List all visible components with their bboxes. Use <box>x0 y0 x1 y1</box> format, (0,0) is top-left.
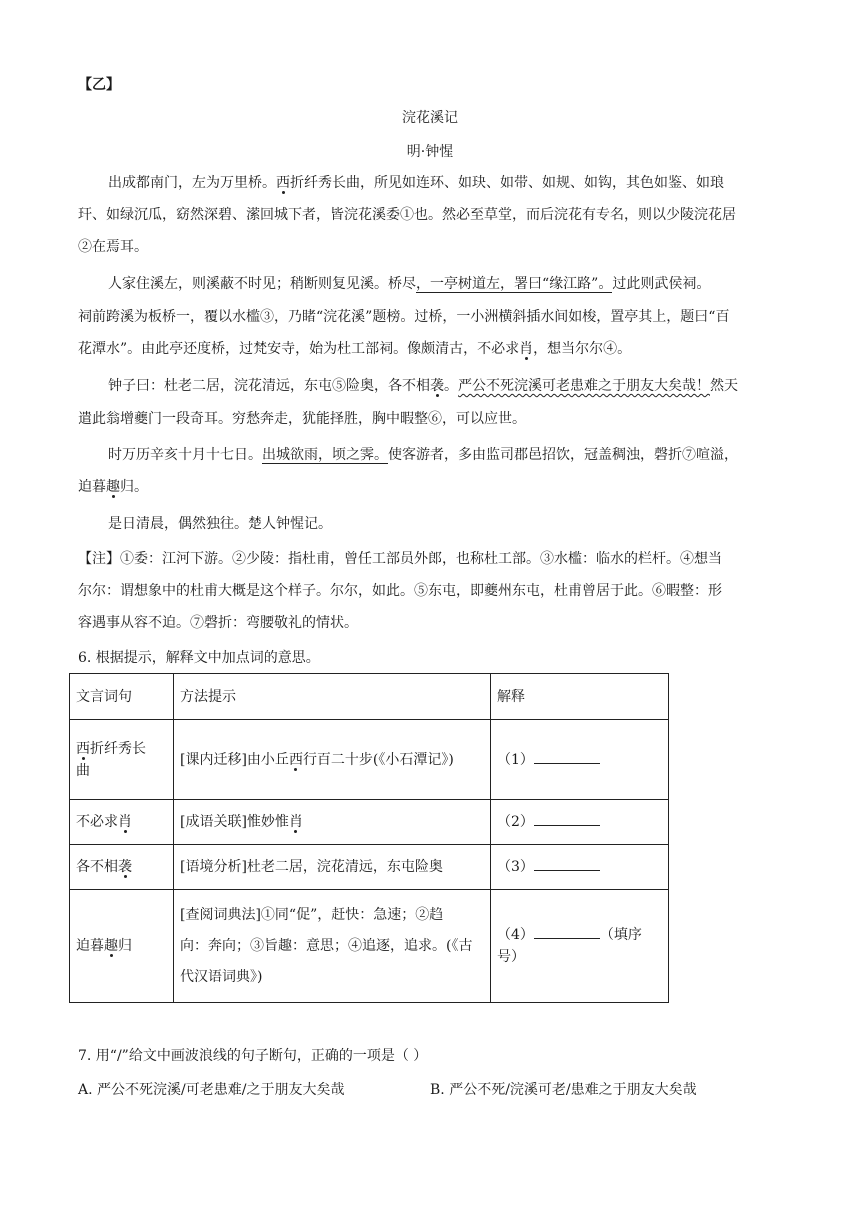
answer-cell <box>491 845 669 890</box>
dotted-char-qu: 趣 <box>104 938 118 954</box>
note-line-2: 尔尔：谓想象中的杜甫大概是这个样子。尔尔，如此。⑤东屯，即夔州东屯，杜甫曾居于此。⑥暇整：形 <box>78 583 722 599</box>
p2-text: 过此则武侯祠。 <box>612 276 711 292</box>
answer-suffix: （填序号） <box>497 927 642 965</box>
answer-blank-1[interactable] <box>534 749 600 764</box>
p4-underlined-sentence: 出城欲雨，顷之霁。 <box>262 447 388 463</box>
p2-text: 人家住溪左，则溪蔽不时见；稍断则复见溪。桥尽 <box>108 276 416 292</box>
answer-label: （3） <box>497 859 534 875</box>
p1-line-2: 玕、如绿沉瓜，窈然深碧、潆回城下者，皆浣花溪委①也。然必至草堂，而后浣花有专名，则以少陵浣花居 <box>78 207 736 223</box>
phrase-cell: 不必求肖 <box>70 800 174 845</box>
answer-label: （1） <box>497 751 534 768</box>
dotted-char-xi2: 袭 <box>430 378 444 394</box>
answer-label: （2） <box>497 814 534 830</box>
hint-cell: [查阅词典法]①同“促”，赶快：急速；②趋 向：奔向；③旨趣：意思；④追逐，追求。(《古 代汉语词典》) <box>174 890 491 1003</box>
hint-cell: [课内迁移]由小丘西行百二十步(《小石潭记》) <box>174 720 491 800</box>
p5-line: 是日清晨，偶然独往。楚人钟惺记。 <box>108 516 332 532</box>
q7-prompt: 7. 用“/”给文中画波浪线的句子断句，正确的一项是（ ） <box>78 1048 428 1064</box>
hint-cell: [成语关联]惟妙惟肖 <box>174 800 491 845</box>
p2-line-3: 花潭水”。由此亭还度桥，过梵安寺，始为杜工部祠。像颇清古，不必求肖，想当尔尔④。 <box>78 341 632 357</box>
phrase-cell: 迫暮趣归 <box>70 890 174 1003</box>
table-row <box>70 845 669 890</box>
q7-option-b[interactable]: B. 严公不死/浣溪可老/患难之于朋友大矣哉 <box>430 1082 697 1098</box>
p3-wavy-sentence: 严公不死浣溪可老患难之于朋友大矣哉！ <box>458 378 710 394</box>
answer-blank-4[interactable] <box>534 924 600 939</box>
q6-prompt: 6. 根据提示，解释文中加点词的意思。 <box>78 650 320 666</box>
dotted-char-xiao: 肖 <box>288 814 303 830</box>
dotted-char-xi: 西 <box>76 740 90 757</box>
header-answer: 解释 <box>491 674 669 720</box>
table-header-row <box>70 674 669 720</box>
p4-text: 时万历辛亥十月十七日。 <box>108 447 262 463</box>
p4-line-2: 迫暮趣归。 <box>78 479 148 495</box>
table-row <box>70 720 669 800</box>
header-hint: 方法提示 <box>174 674 491 720</box>
dotted-char-xiao: 肖 <box>118 814 132 830</box>
passage-title: 浣花溪记 <box>402 110 458 126</box>
note-line-3: 容遇事从容不迫。⑦磬折：弯腰敬礼的情状。 <box>78 615 358 631</box>
phrase-cell: 西折纤秀长 曲 <box>70 720 174 800</box>
p2-underlined-sentence: ，一亭树道左，署曰“缘江路”。 <box>416 276 613 292</box>
dotted-char-qu: 趣 <box>106 479 120 495</box>
p1-line-3: ②在焉耳。 <box>78 239 148 255</box>
p3-line-1: 钟子曰：杜老二居，浣花清远，东屯⑤险奥，各不相袭。严公不死浣溪可老患难之于朋友大矣哉！然天 <box>108 378 738 394</box>
dotted-char-xi: 西 <box>288 751 303 768</box>
dotted-char-xi2: 袭 <box>118 859 132 875</box>
answer-cell <box>491 720 669 800</box>
p2-line-1 <box>108 274 710 294</box>
header-phrase: 文言词句 <box>70 674 174 720</box>
answer-label: （4） <box>497 927 534 943</box>
answer-blank-3[interactable] <box>534 856 600 871</box>
p3-text: 然天 <box>710 378 738 394</box>
p3-line-2: 遣此翁增夔门一段奇耳。穷愁奔走，犹能择胜，胸中暇整⑥，可以应世。 <box>78 411 526 427</box>
answer-cell <box>491 800 669 845</box>
table-row <box>70 890 669 1003</box>
q6-table <box>69 673 669 1003</box>
answer-blank-2[interactable] <box>534 811 600 826</box>
phrase-cell: 各不相袭 <box>70 845 174 890</box>
dotted-char-xi: 西 <box>276 175 290 191</box>
p4-line-1 <box>108 445 738 465</box>
dotted-char-xiao: 肖 <box>519 341 534 357</box>
note-line-1: 【注】①委：江河下游。②少陵：指杜甫，曾任工部员外郎，也称杜工部。③水槛：临水的栏杆。④想当 <box>78 551 722 567</box>
p4-text: 使客游者，多由监司郡邑招饮，冠盖稠浊，磬折⑦喧溢， <box>388 447 738 463</box>
table-row <box>70 800 669 845</box>
passage-author: 明·钟惺 <box>406 144 454 160</box>
section-label: 【乙】 <box>78 77 120 93</box>
answer-cell <box>491 890 669 1003</box>
hint-cell: [语境分析]杜老二居，浣花清远，东屯险奥 <box>174 845 491 890</box>
p1-line-1: 出成都南门，左为万里桥。西折纤秀长曲，所见如连环、如玦、如带、如规、如钩，其色如鉴、如琅 <box>108 175 724 191</box>
q7-option-a[interactable]: A. 严公不死浣溪/可老患难/之于朋友大矣哉 <box>78 1082 345 1098</box>
p2-line-2: 祠前跨溪为板桥一，覆以水槛③，乃睹“浣花溪”题榜。过桥，一小洲横斜插水间如梭，置亭其上，题曰“百 <box>78 309 730 325</box>
